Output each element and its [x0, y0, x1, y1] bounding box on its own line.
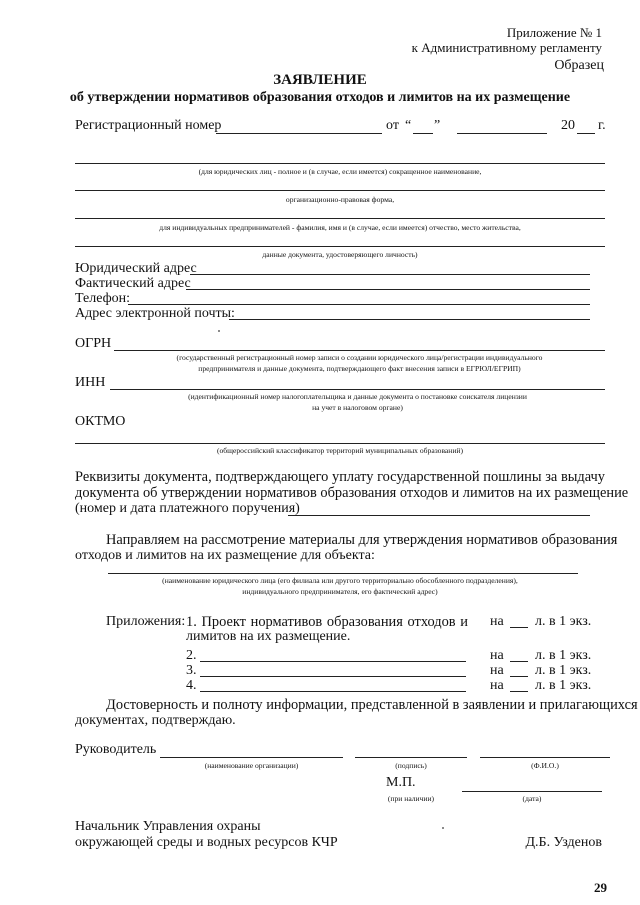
- confirmation-line-2: документах, подтверждаю.: [75, 713, 236, 728]
- attachment-2-on: на: [490, 648, 504, 663]
- email-label: Адрес электронной почты:: [75, 306, 235, 321]
- year-suffix: г.: [598, 118, 606, 133]
- registration-month-field[interactable]: [457, 133, 547, 134]
- quote-open: “: [405, 118, 412, 133]
- appendix-reference: к Административному регламенту: [411, 40, 602, 55]
- applicant-id-document-field[interactable]: [75, 246, 605, 247]
- payment-text-line-2: документа об утверждении нормативов образования отходов и лимитов на их размещение: [75, 485, 629, 501]
- applicant-person-field[interactable]: [75, 218, 605, 219]
- submission-text-line-2: отходов и лимитов на их размещение для объекта:: [75, 548, 375, 563]
- signature-field[interactable]: [355, 757, 467, 758]
- phone-field[interactable]: [128, 304, 590, 305]
- legal-address-field[interactable]: [190, 274, 590, 275]
- registration-year-field[interactable]: [577, 133, 595, 134]
- applicant-caption-4: данные документа, удостоверяющего личность): [262, 250, 418, 259]
- attachment-3-number: 3.: [186, 663, 197, 678]
- legal-address-label: Юридический адрес: [75, 261, 197, 276]
- applicant-name-field[interactable]: [75, 163, 605, 164]
- official-position-line-1: Начальник Управления охраны: [75, 819, 261, 834]
- attachment-1-on: на: [490, 614, 504, 629]
- sample-label: Образец: [554, 58, 604, 73]
- facility-caption-2: индивидуального предпринимателя, его фактический адрес): [242, 587, 438, 596]
- head-label: Руководитель: [75, 742, 157, 757]
- facility-name-field[interactable]: [108, 573, 578, 574]
- registration-from-label: от: [386, 118, 399, 133]
- appendix-number: Приложение № 1: [506, 25, 602, 40]
- attachment-3-on: на: [490, 663, 504, 678]
- registration-number-field[interactable]: [216, 133, 382, 134]
- applicant-caption-3: для индивидуальных предпринимателей - фамилия, имя и (в случае, если имеется) отчество, место жительства,: [159, 223, 521, 232]
- inn-field[interactable]: [110, 389, 605, 390]
- registration-day-field[interactable]: [413, 133, 433, 134]
- inn-caption-2: на учет в налоговом органе): [312, 403, 403, 412]
- scan-speck: [442, 827, 444, 829]
- fio-field[interactable]: [480, 757, 610, 758]
- document-title: ЗАЯВЛЕНИЕ: [273, 72, 367, 88]
- ogrn-label: ОГРН: [75, 336, 112, 351]
- payment-document-field[interactable]: [288, 515, 590, 516]
- oktmo-caption: (общероссийский классификатор территорий муниципальных образований): [216, 446, 464, 455]
- attachment-1-copies: л. в 1 экз.: [535, 614, 592, 629]
- payment-text-line-3: (номер и дата платежного поручения): [75, 501, 300, 516]
- attachments-label: Приложения:: [106, 614, 186, 629]
- official-position-line-2: окружающей среды и водных ресурсов КЧР: [75, 835, 338, 850]
- oktmo-label: ОКТМО: [75, 414, 126, 429]
- attachment-1-line-1: 1. Проект нормативов образования отходов и: [186, 614, 468, 630]
- year-prefix: 20: [561, 118, 575, 133]
- attachment-1-sheets-field[interactable]: [510, 627, 528, 628]
- attachment-2-copies: л. в 1 экз.: [535, 648, 592, 663]
- attachment-2-sheets-field[interactable]: [510, 661, 528, 662]
- attachment-4-sheets-field[interactable]: [510, 691, 528, 692]
- attachment-3-copies: л. в 1 экз.: [535, 663, 592, 678]
- stamp-caption: (при наличии): [387, 794, 435, 803]
- ogrn-caption-2: предпринимателя и данные документа, подтверждающего факт внесения записи в ЕГРЮЛ/ЕГРИП): [198, 364, 521, 373]
- attachment-4-on: на: [490, 678, 504, 693]
- attachment-2-field[interactable]: [200, 661, 466, 662]
- phone-label: Телефон:: [75, 291, 131, 306]
- inn-caption-1: (идентификационный номер налогоплательщика и данные документа о постановке соискателя лицензии: [188, 392, 527, 401]
- scan-speck: [218, 330, 220, 332]
- attachment-3-sheets-field[interactable]: [510, 676, 528, 677]
- official-name: Д.Б. Узденов: [525, 835, 602, 850]
- attachment-4-field[interactable]: [200, 691, 466, 692]
- ogrn-caption-1: (государственный регистрационный номер записи о создании юридического лица/регистрации индивидуального: [176, 353, 543, 362]
- organization-caption: (наименование организации): [204, 761, 299, 770]
- applicant-caption-2: организационно-правовая форма,: [285, 195, 395, 204]
- stamp-label: М.П.: [386, 775, 416, 790]
- actual-address-field[interactable]: [186, 289, 590, 290]
- email-field[interactable]: [229, 319, 590, 320]
- confirmation-line-1: Достоверность и полноту информации, представленной в заявлении и прилагающихся: [106, 697, 638, 713]
- signature-caption: (подпись): [395, 761, 427, 770]
- ogrn-field[interactable]: [114, 350, 605, 351]
- inn-label: ИНН: [75, 375, 106, 390]
- date-field[interactable]: [462, 791, 602, 792]
- quote-close: ”: [434, 118, 441, 133]
- registration-number-label: Регистрационный номер: [75, 118, 222, 133]
- organization-name-field[interactable]: [160, 757, 343, 758]
- attachment-1-line-2: лимитов на их размещение.: [186, 629, 351, 644]
- actual-address-label: Фактический адрес: [75, 276, 191, 291]
- applicant-caption-1: (для юридических лиц - полное и (в случае, если имеется) сокращенное наименование,: [198, 167, 482, 176]
- oktmo-field[interactable]: [75, 443, 605, 444]
- attachment-4-copies: л. в 1 экз.: [535, 678, 592, 693]
- attachment-2-number: 2.: [186, 648, 197, 663]
- fio-caption: (Ф.И.О.): [531, 761, 559, 770]
- attachment-3-field[interactable]: [200, 676, 466, 677]
- facility-caption-1: (наименование юридического лица (его филиала или другого территориально обособленного подразделения),: [162, 576, 518, 585]
- applicant-legal-form-field[interactable]: [75, 190, 605, 191]
- document-subtitle: об утверждении нормативов образования отходов и лимитов на их размещение: [69, 90, 571, 105]
- date-caption: (дата): [522, 794, 542, 803]
- payment-text-line-1: Реквизиты документа, подтверждающего уплату государственной пошлины за выдачу: [75, 469, 605, 485]
- submission-text-line-1: Направляем на рассмотрение материалы для утверждения нормативов образования: [106, 532, 618, 548]
- page-number: 29: [594, 880, 607, 895]
- attachment-4-number: 4.: [186, 678, 197, 693]
